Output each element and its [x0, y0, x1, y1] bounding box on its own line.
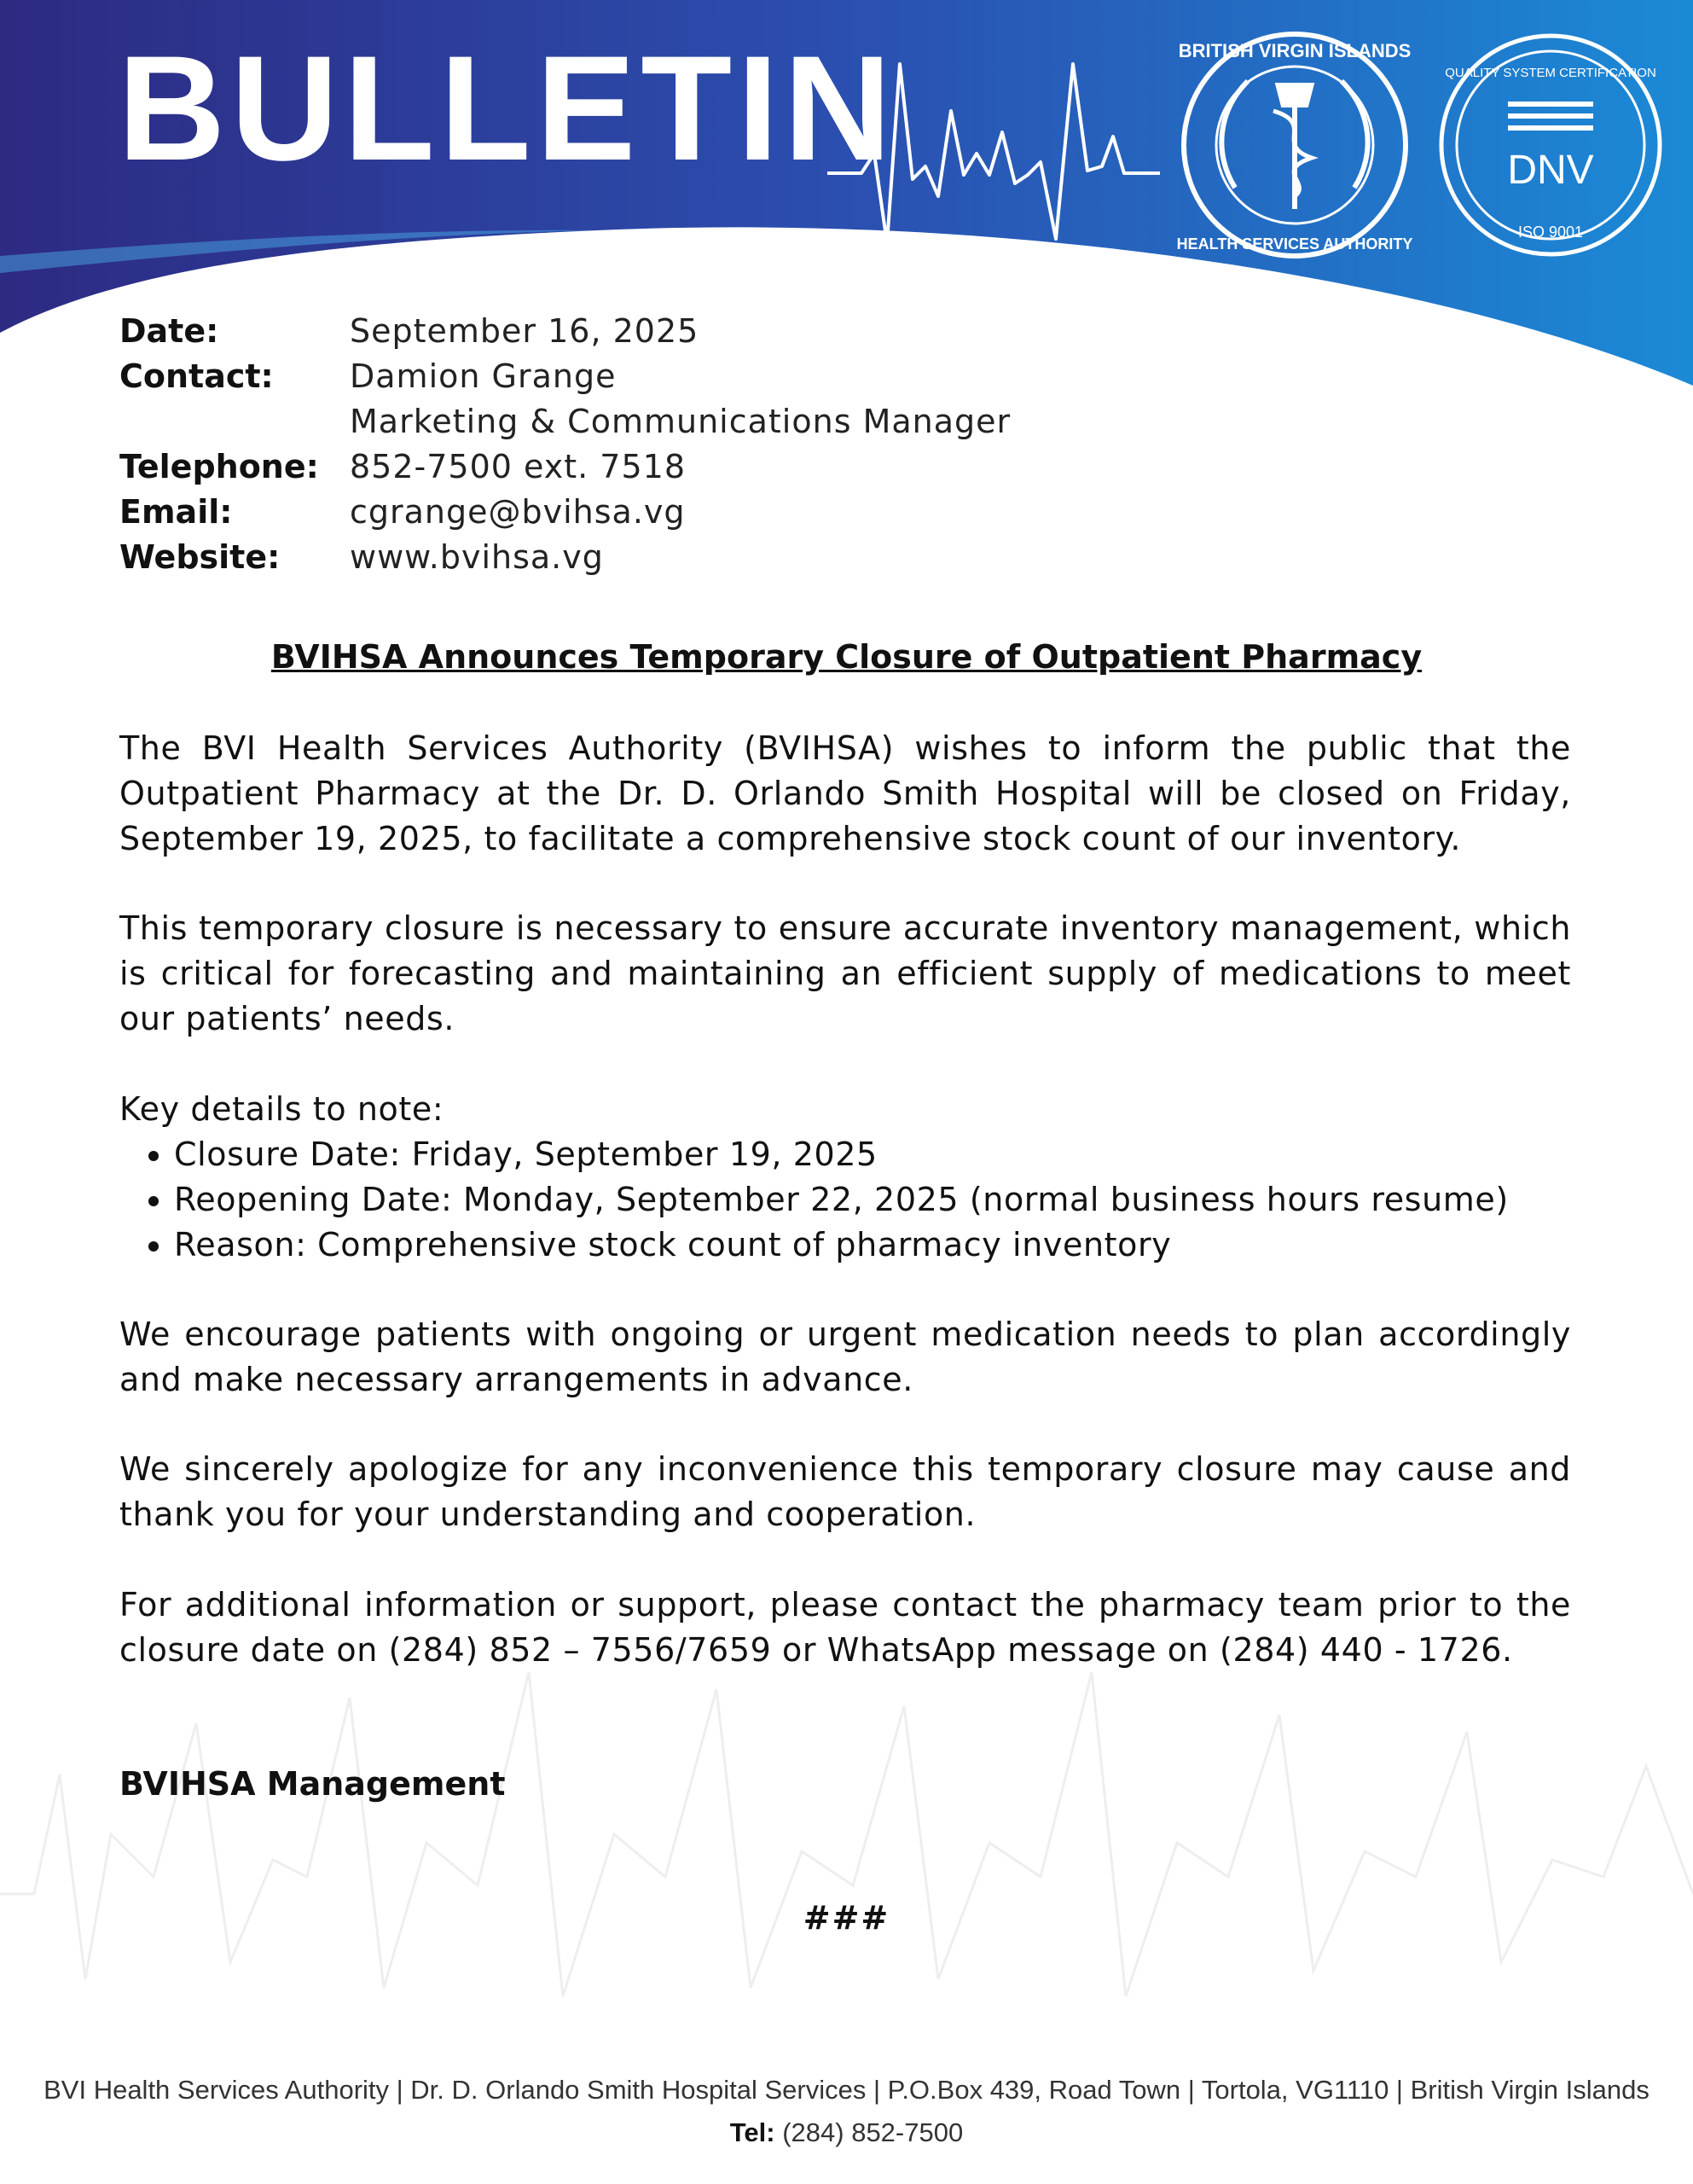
svg-text:BRITISH VIRGIN ISLANDS: BRITISH VIRGIN ISLANDS: [1178, 40, 1412, 61]
svg-text:HEALTH SERVICES AUTHORITY: HEALTH SERVICES AUTHORITY: [1176, 235, 1413, 253]
paragraph-1: The BVI Health Services Authority (BVIHSA) wishes to inform the public that the Outpatient Pharmacy at the Dr. D. Orlando Smith Hospital will be closed on Friday, September 19, 2025, to facilitate a comprehensive stock count of our inventory.: [119, 729, 1571, 857]
footer-tel-value: (284) 852-7500: [782, 2117, 964, 2147]
date-label: Date:: [119, 312, 219, 350]
signoff: BVIHSA Management: [119, 1765, 506, 1803]
key-details-list: [119, 1132, 1571, 1268]
contact-role-row: [119, 399, 1011, 444]
website-value[interactable]: www.bvihsa.vg: [350, 538, 604, 576]
contact-row: [119, 354, 1011, 399]
paragraph-3: We encourage patients with ongoing or urgent medication needs to plan accordingly and make necessary arrangements in advance.: [119, 1316, 1571, 1398]
svg-text:QUALITY SYSTEM CERTIFICATION: QUALITY SYSTEM CERTIFICATION: [1445, 66, 1656, 80]
bulletin-title: BULLETIN: [118, 26, 897, 192]
footer-telephone: [0, 2111, 1693, 2154]
footer-tel-label: Tel:: [729, 2117, 775, 2147]
contact-label: Contact:: [119, 357, 274, 395]
end-mark: ###: [803, 1899, 890, 1937]
svg-text:ISO 9001: ISO 9001: [1517, 224, 1584, 241]
contact-name: Damion Grange: [350, 357, 617, 395]
list-item: • Reason: Comprehensive stock count of pharmacy inventory: [174, 1223, 1571, 1268]
svg-text:DNV: DNV: [1507, 148, 1594, 193]
website-label: Website:: [119, 538, 281, 576]
paragraph-5: For additional information or support, please contact the pharmacy team prior to the closure date on (284) 852 – 7556/7659 or WhatsApp message on (284) 440 - 1726.: [119, 1586, 1571, 1669]
email-value[interactable]: cgrange@bvihsa.vg: [350, 493, 686, 531]
telephone-label: Telephone:: [119, 448, 319, 485]
website-row: [119, 535, 1011, 580]
paragraph-4: We sincerely apologize for any inconvenience this temporary closure may cause and thank you for your understanding and cooperation.: [119, 1450, 1571, 1533]
contact-role: Marketing & Communications Manager: [350, 403, 1012, 440]
date-value: September 16, 2025: [350, 312, 699, 350]
background-ecg-decoration: [0, 1621, 1693, 2048]
email-row: [119, 490, 1011, 535]
headline: BVIHSA Announces Temporary Closure of Outpatient Pharmacy: [270, 638, 1423, 676]
key-details-section: [119, 1087, 1571, 1268]
telephone-row: [119, 444, 1011, 490]
footer: [0, 2069, 1693, 2154]
contact-info-block: [119, 309, 1011, 580]
list-item: • Closure Date: Friday, September 19, 2025: [174, 1132, 1571, 1177]
paragraph-2: This temporary closure is necessary to ensure accurate inventory management, which is critical for forecasting and maintaining an efficient supply of medications to meet our patients’ needs.: [119, 909, 1571, 1037]
footer-address: BVI Health Services Authority | Dr. D. Orlando Smith Hospital Services | P.O.Box 439, Road Town | Tortola, VG1110 | British Virgin Islands: [43, 2075, 1650, 2105]
list-item: • Reopening Date: Monday, September 22, 2025 (normal business hours resume): [174, 1177, 1571, 1223]
telephone-value: 852-7500 ext. 7518: [350, 448, 686, 485]
key-details-intro: Key details to note:: [119, 1090, 444, 1128]
email-label: Email:: [119, 493, 233, 531]
date-row: [119, 309, 1011, 354]
